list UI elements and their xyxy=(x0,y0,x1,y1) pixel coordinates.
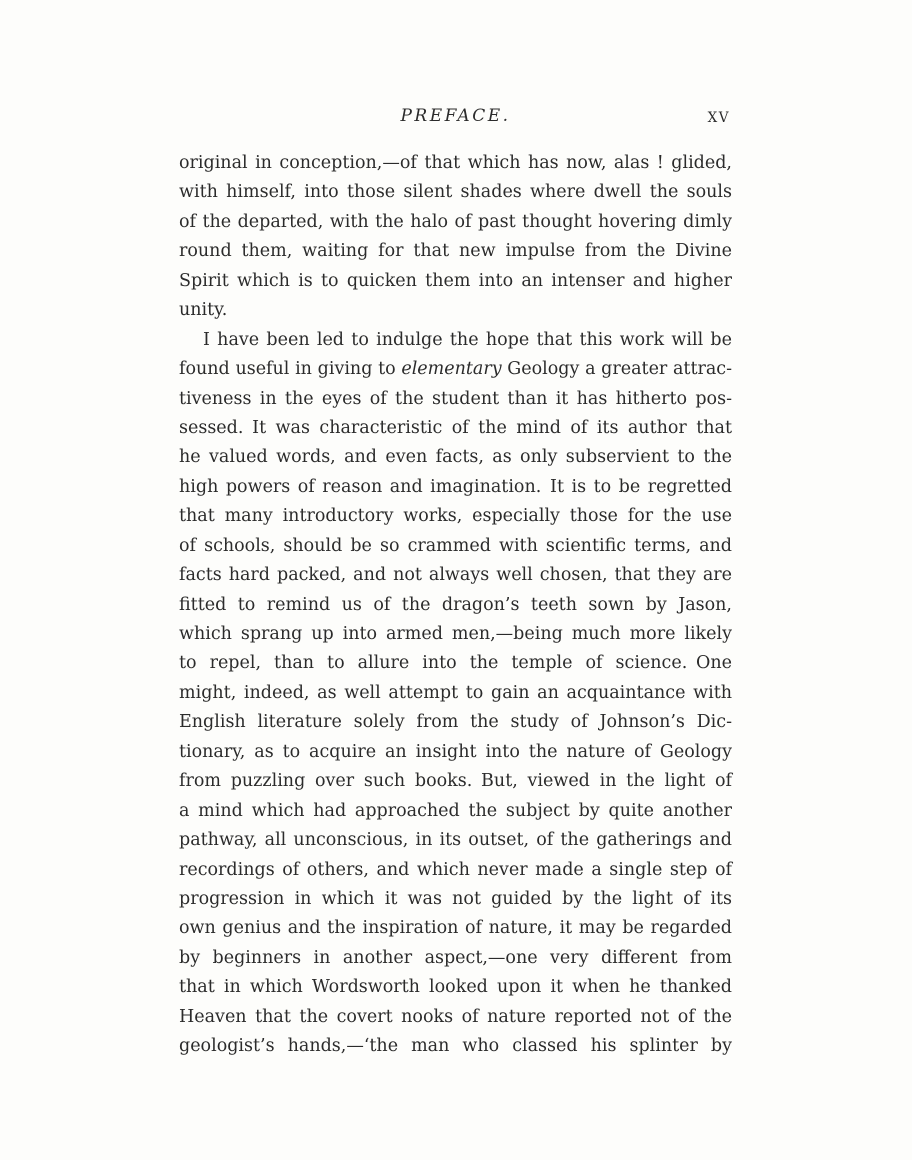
text-line: to repel, than to allure into the temple of science. One xyxy=(179,653,732,674)
text-line xyxy=(179,355,732,384)
text-line: he valued words, and even facts, as only subservient to the xyxy=(179,447,732,468)
text-line: that in which Wordsworth looked upon it when he thanked xyxy=(179,977,732,998)
text-segment: Geology a greater attrac- xyxy=(501,359,732,380)
text-line: unity. xyxy=(179,300,228,321)
page-number: XV xyxy=(707,110,730,126)
text-line: high powers of reason and imagination. It is to be regretted xyxy=(179,476,732,497)
text-line: Spirit which is to quicken them into an intenser and higher xyxy=(179,270,732,291)
text-line: facts hard packed, and not always well chosen, that they are xyxy=(179,565,732,586)
text-line: that many introductory works, especially those for the use xyxy=(179,506,732,527)
text-line: of schools, should be so crammed with scientific terms, and xyxy=(179,535,732,556)
page-title: PREFACE. xyxy=(400,106,511,126)
text-segment: found useful in giving to xyxy=(179,359,402,380)
text-line: own genius and the inspiration of nature, it may be regarded xyxy=(179,918,732,939)
page-header xyxy=(179,106,732,136)
text-line: sessed. It was characteristic of the mind of its author that xyxy=(179,417,732,438)
text-line: recordings of others, and which never made a single step of xyxy=(179,859,732,880)
text-line: might, indeed, as well attempt to gain an acquaintance with xyxy=(179,682,732,703)
text-line: with himself, into those silent shades where dwell the souls xyxy=(179,182,732,203)
page-body-text xyxy=(179,149,732,1062)
text-line: Heaven that the covert nooks of nature reported not of the xyxy=(179,1006,732,1027)
text-line: round them, waiting for that new impulse from the Divine xyxy=(179,241,732,262)
text-line: which sprang up into armed men,—being much more likely xyxy=(179,624,732,644)
text-line: tiveness in the eyes of the student than it has hitherto pos- xyxy=(179,388,732,409)
text-line: from puzzling over such books. But, viewed in the light of xyxy=(179,771,732,792)
italic-word: elementary xyxy=(401,359,502,380)
text-line: original in conception,—of that which has now, alas ! glided, xyxy=(179,153,732,173)
text-line: progression in which it was not guided by the light of its xyxy=(179,888,732,909)
text-line: English literature solely from the study of Johnson’s Dic- xyxy=(179,712,732,733)
text-line: pathway, all unconscious, in its outset, of the gatherings and xyxy=(179,830,732,851)
text-line: by beginners in another aspect,—one very different from xyxy=(179,947,732,968)
text-line: geologist’s hands,—‘the man who classed his splinter by xyxy=(179,1036,732,1057)
text-line: of the departed, with the halo of past thought hovering dimly xyxy=(179,211,732,232)
text-line: I have been led to indulge the hope that this work will be xyxy=(203,329,732,350)
text-line: fitted to remind us of the dragon’s teeth sown by Jason, xyxy=(179,594,732,615)
text-line: tionary, as to acquire an insight into the nature of Geology xyxy=(179,741,732,762)
text-line: a mind which had approached the subject by quite another xyxy=(179,800,732,821)
